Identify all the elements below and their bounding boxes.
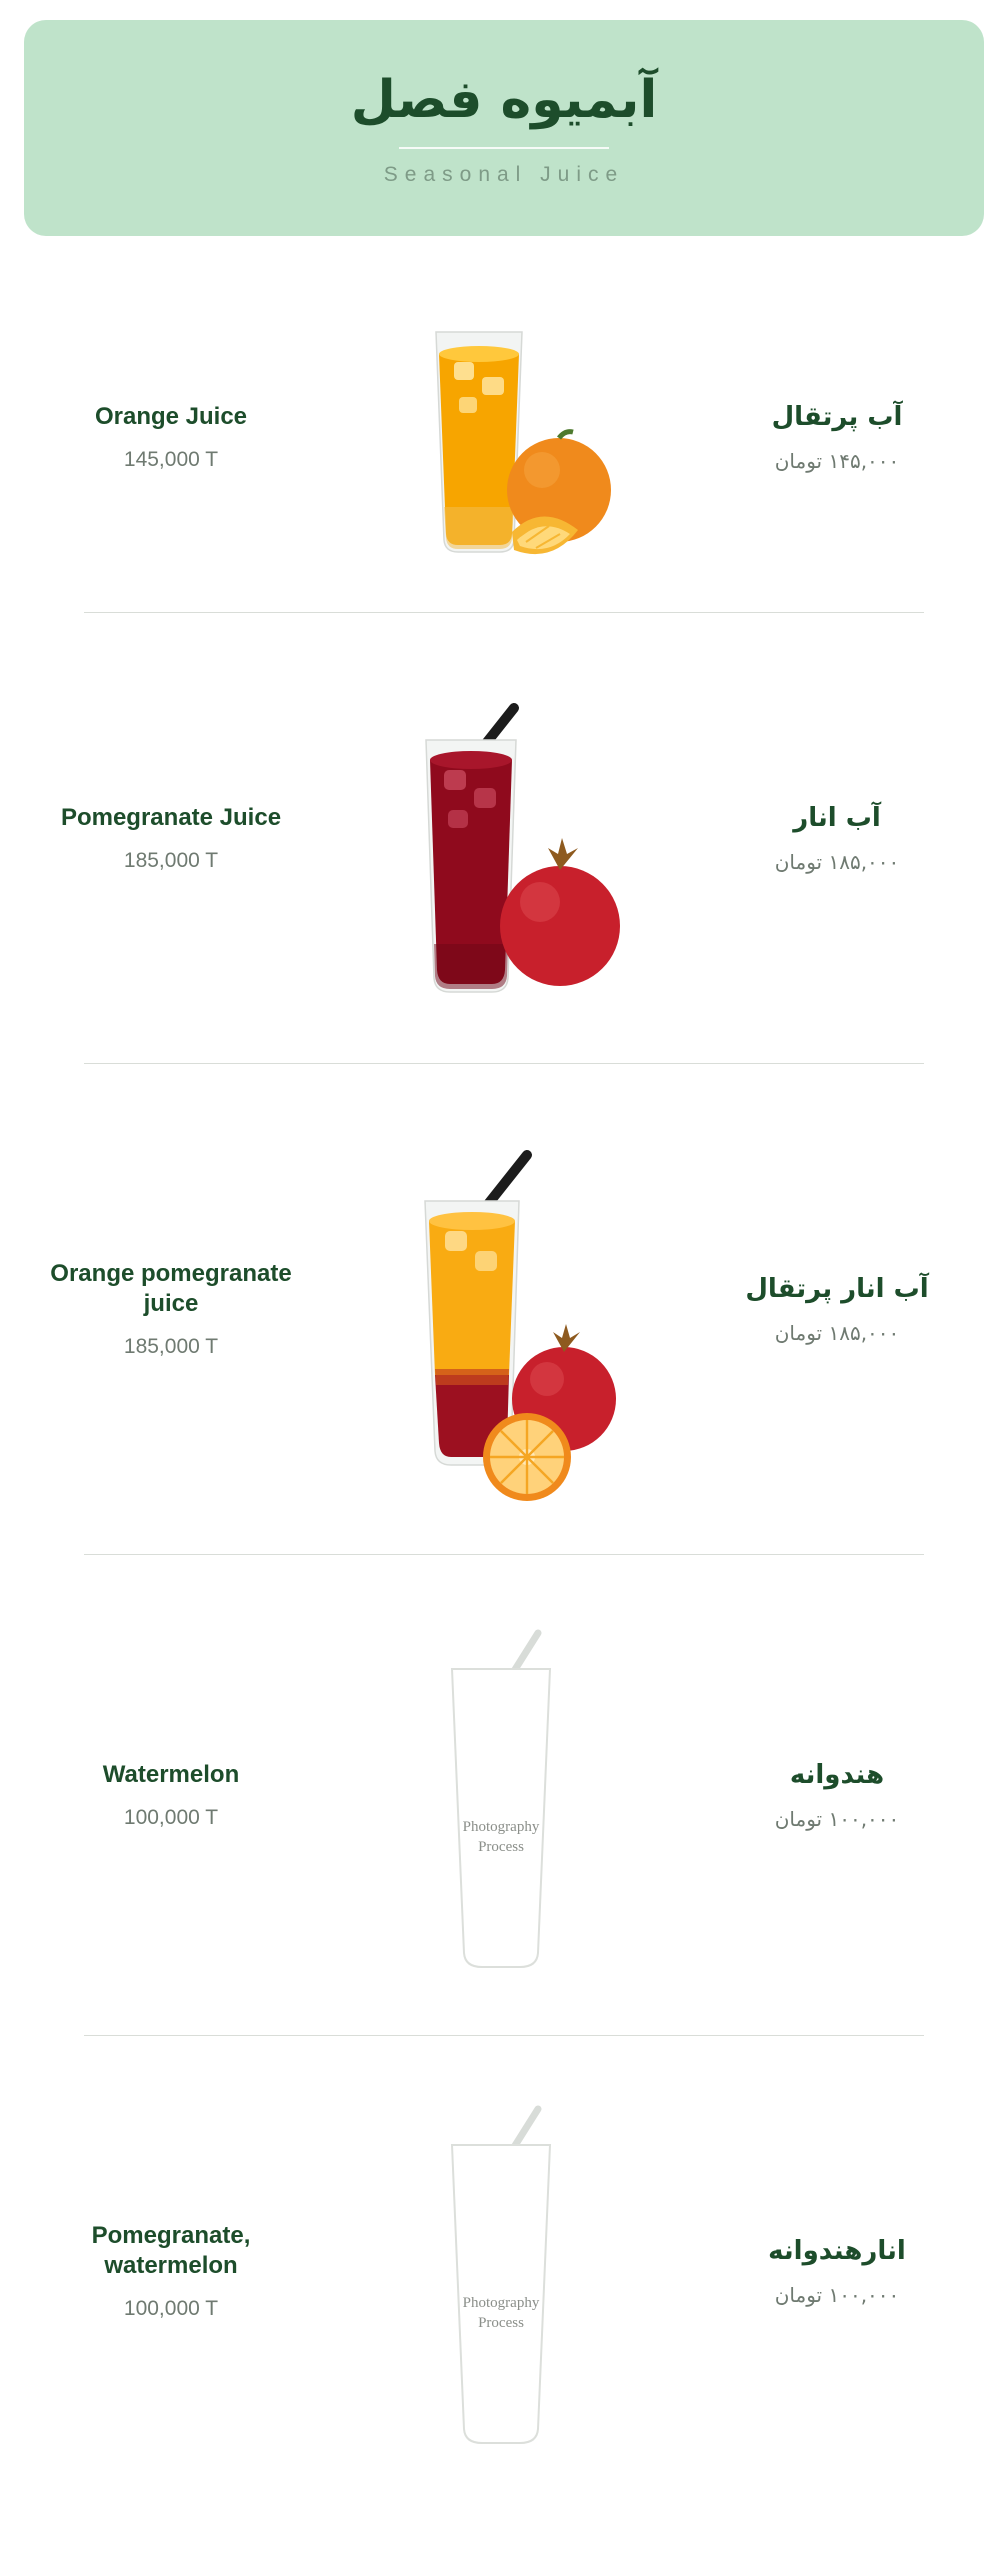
menu-item-pomegranate-watermelon xyxy=(24,2036,984,2506)
menu-item-name-en: Orange Juice xyxy=(94,403,248,430)
menu-item-image-placeholder xyxy=(354,2071,654,2471)
menu-item-name-fa: آب انار پرتقال xyxy=(745,1274,929,1305)
menu-item-name-en: Orange pomegranate juice xyxy=(50,1260,292,1317)
menu-item-image-placeholder xyxy=(354,1595,654,1995)
menu-list xyxy=(24,262,984,2560)
page-subtitle: Seasonal Juice xyxy=(383,163,625,187)
page-title: آبمیوه فصل xyxy=(350,69,658,130)
header-divider xyxy=(399,147,609,149)
menu-item-name-fa: هندوانه xyxy=(789,1760,885,1791)
menu-item-fa-block xyxy=(712,802,962,874)
menu-item-image xyxy=(354,1109,654,1509)
menu-item-name-en: Pomegranate Juice xyxy=(60,804,282,831)
menu-item-en-block xyxy=(46,1760,296,1830)
placeholder-line-1: Photography xyxy=(462,2295,540,2311)
menu-item-name-fa: آب انار xyxy=(793,803,881,834)
menu-item-price-en: 100,000 T xyxy=(123,2297,219,2320)
menu-item-fa-block xyxy=(712,1273,962,1345)
orange-juice-glass-icon xyxy=(374,302,634,572)
placeholder-line-1: Photography xyxy=(462,1819,540,1835)
menu-item-image xyxy=(354,648,654,1028)
menu-item-en-block xyxy=(46,1259,296,1359)
menu-item-pomegranate-juice xyxy=(24,613,984,1063)
page-header xyxy=(24,20,984,236)
menu-item-en-block xyxy=(46,803,296,873)
menu-item-en-block xyxy=(46,402,296,472)
photography-process-placeholder-icon xyxy=(394,1595,614,1995)
menu-item-price-fa: ۱۸۵,۰۰۰ تومان xyxy=(774,849,900,874)
menu-item-fa-block xyxy=(712,1759,962,1831)
menu-item-price-en: 100,000 T xyxy=(123,1806,219,1829)
menu-item-name-en: Watermelon xyxy=(102,1761,240,1788)
pomegranate-juice-glass-icon xyxy=(364,648,644,1028)
placeholder-line-2: Process xyxy=(478,1839,524,1855)
menu-item-price-fa: ۱۸۵,۰۰۰ تومان xyxy=(774,1320,900,1345)
menu-item-price-en: 145,000 T xyxy=(123,448,219,471)
menu-item-name-en: Pomegranate, watermelon xyxy=(91,2222,251,2279)
orange-pomegranate-juice-glass-icon xyxy=(359,1109,649,1509)
menu-item-orange-pomegranate-juice xyxy=(24,1064,984,1554)
menu-item-orange-juice xyxy=(24,262,984,612)
menu-item-price-en: 185,000 T xyxy=(123,1335,219,1358)
menu-item-fa-block xyxy=(712,2235,962,2307)
photography-process-placeholder-icon xyxy=(394,2071,614,2471)
menu-item-price-fa: ۱۰۰,۰۰۰ تومان xyxy=(774,2282,900,2307)
menu-item-price-fa: ۱۰۰,۰۰۰ تومان xyxy=(774,1806,900,1831)
menu-item-price-fa: ۱۴۵,۰۰۰ تومان xyxy=(774,448,900,473)
menu-item-price-en: 185,000 T xyxy=(123,849,219,872)
menu-item-watermelon xyxy=(24,1555,984,2035)
menu-item-name-fa: انارهندوانه xyxy=(768,2236,906,2267)
menu-item-name-fa: آب پرتقال xyxy=(771,402,903,433)
menu-item-image xyxy=(354,302,654,572)
menu-item-en-block xyxy=(46,2221,296,2321)
placeholder-line-2: Process xyxy=(478,2315,524,2331)
menu-item-fa-block xyxy=(712,401,962,473)
